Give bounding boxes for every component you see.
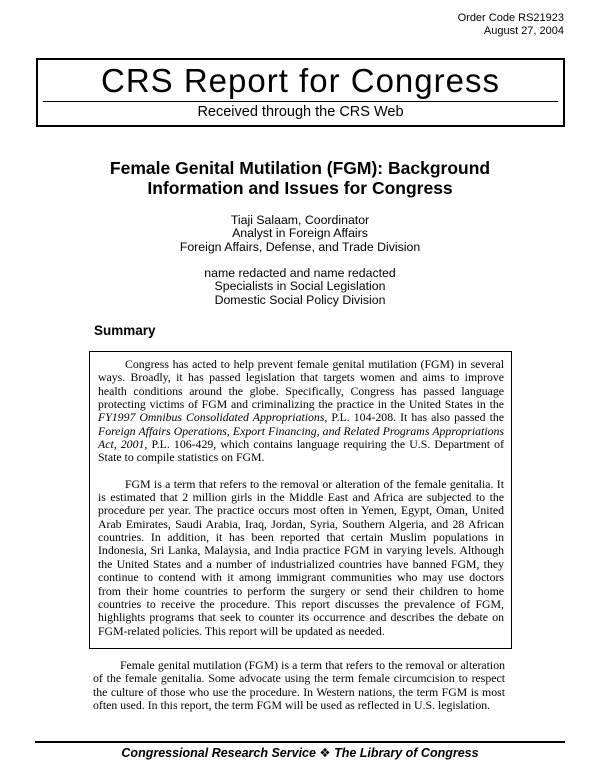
report-title-line-2: Information and Issues for Congress <box>147 178 453 198</box>
footer-imprint: Congressional Research Service ❖ The Library of Congress <box>121 746 479 760</box>
author-names-redacted: name redacted and name redacted <box>204 266 396 280</box>
summary-paragraph-2: FGM is a term that refers to the removal or alteration of the female genitalia. It is estimated that 2 million girls in the Middle East and Africa are subjected to the procedure per year. The practice occurs most often in Yemen, Egypt, Oman, United Arab Emirates, Saudi Arabia, Iraq, Jordan, Syria, Southern Algeria, and 28 African countries. In addition, it has been reported that certain Muslim populations in Indonesia, Sri Lanka, Malaysia, and India practice FGM in varying levels. Although the United States and a number of industrialized countries have banned FGM, they continue to contend with it among immigrant communities who may use doctors from their home countries to perform the surgery or send their children to home countries to receive the procedure. This report discusses the prevalence of FGM, highlights programs that seek to counter its occurrence and describes the debate on FGM-related policies. This report will be updated as needed. <box>98 476 504 638</box>
author-role: Specialists in Social Legislation <box>214 279 386 294</box>
crs-banner-box <box>36 58 565 127</box>
summary-box <box>89 351 512 649</box>
author-name: Tiaji Salaam, Coordinator <box>230 213 370 227</box>
author-role: Analyst in Foreign Affairs <box>232 226 368 241</box>
summary-p1-citation-1: FY1997 Omnibus Consolidated Appropriations, <box>98 410 328 425</box>
author-block-primary <box>0 214 600 254</box>
author-division: Domestic Social Policy Division <box>214 292 386 307</box>
banner-title: CRS Report for Congress <box>101 62 500 99</box>
summary-p1-text: P.L. 106-429, which contains language requiring the U.S. Department of State to compile statistics on FGM. <box>98 437 505 465</box>
footer-divider <box>35 741 565 743</box>
author-division: Foreign Affairs, Defense, and Trade Division <box>179 239 421 254</box>
order-code: Order Code RS21923 <box>457 12 564 24</box>
order-code-block <box>458 12 564 38</box>
report-date: August 27, 2004 <box>483 25 564 37</box>
report-title-line-1: Female Genital Mutilation (FGM): Background <box>109 158 491 178</box>
summary-heading: Summary <box>94 323 156 338</box>
author-block-secondary <box>0 267 600 307</box>
banner-subtitle: Received through the CRS Web <box>197 104 404 120</box>
summary-p1-citation-2: Foreign Affairs Operations, Export Financing, and Related Programs Appropriations Act, 2001, <box>98 423 504 452</box>
body-paragraph: Female genital mutilation (FGM) is a term that refers to the removal or alteration of the female genitalia. Some advocate using the term female circumcision to respect the culture of those who use the procedure. In Western nations, the term FGM is most often used. In this report, the term FGM will be used as reflected in U.S. legislation. <box>93 658 505 713</box>
summary-p1-text: P.L. 104-208. It has also passed the <box>327 410 504 425</box>
summary-paragraph-1 <box>98 358 504 465</box>
report-title <box>0 158 600 198</box>
summary-p1-text: Congress has acted to help prevent female genital mutilation (FGM) in several ways. Broadly, it has passed legislation that targets women and aims to improve health conditions around the globe. Specifically, Congress has passed language protecting victims of FGM and criminalizing the practice in the United States in the <box>98 357 504 412</box>
